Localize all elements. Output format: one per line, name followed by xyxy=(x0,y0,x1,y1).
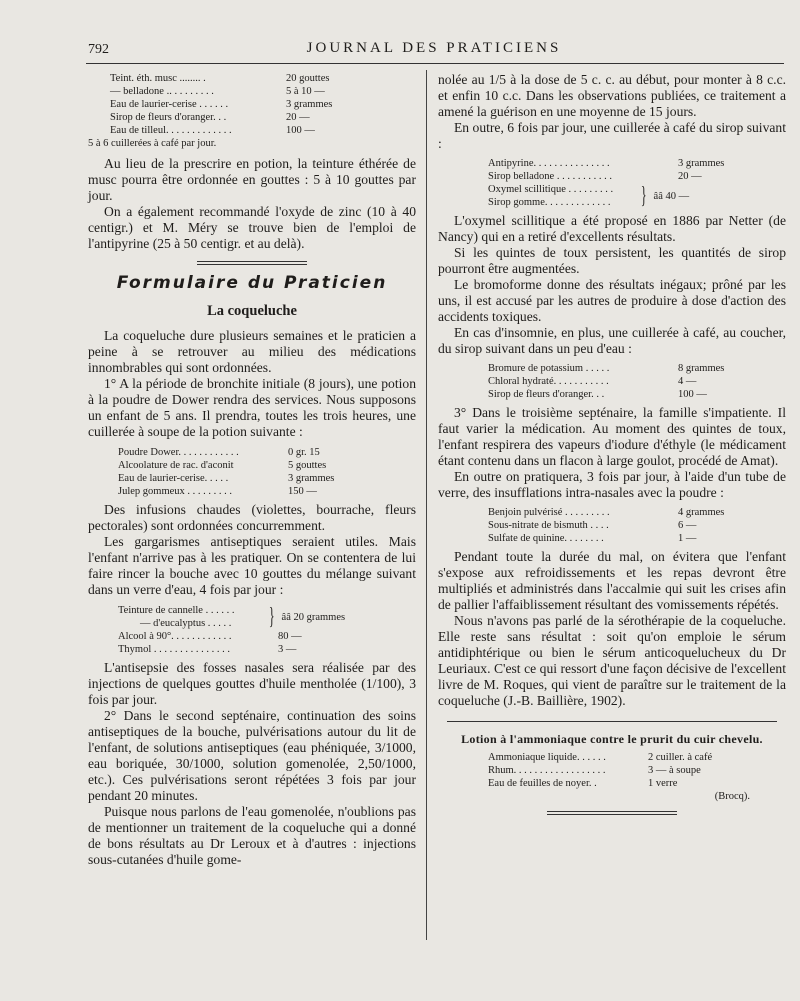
paragraph: Si les quintes de toux persistent, les quantités de sirop pourront être augmentées. xyxy=(438,245,786,276)
paragraph: Le bromoforme donne des résultats inégaux; prôné par les uns, il est accusé par les autres de produire à dose d'action des accidents toxiques. xyxy=(438,277,786,324)
prescription-poudre xyxy=(488,506,786,545)
rx-line: Sirop belladone . . . . . . . . . . . 20 — xyxy=(488,171,702,182)
rx-line: Eau de laurier-cerise. . . . . 3 grammes xyxy=(118,473,335,484)
paragraph: nolée au 1/5 à la dose de 5 c. c. au début, pour monter à 8 c.c. et enfin 10 c.c. Dans les observations publiées, ce traitement a amené la guérison en une moyenne de 15 jours. xyxy=(438,72,786,119)
rx-line: Julep gommeux . . . . . . . . . 150 — xyxy=(118,486,317,497)
rx-line: Alcool à 90°. . . . . . . . . . . . 80 — xyxy=(118,631,302,642)
paragraph: Les gargarismes antiseptiques seraient utiles. Mais l'enfant n'arrive pas à les pratiquer. On se contentera de lui faire rincer la bouche avec 10 gouttes du mélange suivant dans un verre d'eau, 4 fois par jour : xyxy=(88,534,416,597)
paragraph: On a également recommandé l'oxyde de zinc (10 à 40 centigr.) et M. Méry se trouve bien de l'emploi de l'antipyrine (25 à 50 centigr. et au delà). xyxy=(88,204,416,251)
lotion-author: (Brocq). xyxy=(714,791,750,802)
rx-line: — d'eucalyptus . . . . . xyxy=(140,618,232,629)
rx-line: Sirop de fleurs d'oranger. . . 100 — xyxy=(488,389,707,400)
rx-line: Poudre Dower. . . . . . . . . . . . 0 gr. 15 xyxy=(118,447,320,458)
rx-line: Thymol . . . . . . . . . . . . . . . 3 — xyxy=(118,644,297,655)
right-column xyxy=(438,72,786,815)
paragraph: 3° Dans le troisième septénaire, la famille s'impatiente. Il faut varier la médication. Au moment des quintes de toux, l'enfant respirera des vapeurs d'iodure d'éthyle (le médicament étant contenu dans un flacon à large goulot, procédé de Amat). xyxy=(438,405,786,468)
prescription-sirop xyxy=(488,157,786,209)
rx-line: Chloral hydraté. . . . . . . . . . . 4 — xyxy=(488,376,697,387)
page-header xyxy=(88,40,780,62)
rx-dosage-note: 5 à 6 cuillerées à café par jour. xyxy=(88,138,217,149)
rx-line: Rhum. . . . . . . . . . . . . . . . . . 3 — à soupe xyxy=(488,765,701,776)
paragraph: Au lieu de la prescrire en potion, la teinture éthérée de musc pourra être ordonnée en gouttes : 5 à 10 gouttes par jour. xyxy=(88,156,416,203)
ornament-rule xyxy=(197,261,307,265)
prescription-lotion xyxy=(488,751,786,790)
paragraph: Puisque nous parlons de l'eau gomenolée, n'oublions pas de mentionner un traitement de la coqueluche qui a donné de bons résultats au Dr Leroux et à d'autres : injections sous-cutanées d'huile gome- xyxy=(88,804,416,867)
article-title: La coqueluche xyxy=(207,303,297,319)
rx-line: Antipyrine. . . . . . . . . . . . . . . 3 grammes xyxy=(488,158,725,169)
paragraph: Nous n'avons pas parlé de la sérothérapie de la coqueluche. Elle reste sans résultat : soit qu'on emploie le sérum antidiphtérique ou bien le sérum anticoquelucheux du Dr Leuriaux. C'est ce qui ressort d'une façon décisive de l'excellent livre de M. Roques, qui vient de paraître sur le traitement de la coqueluche (J.-B. Baillière, 1902). xyxy=(438,613,786,708)
rx-line: Ammoniaque liquide. . . . . . 2 cuiller. à café xyxy=(488,752,713,763)
brace-glyph: } xyxy=(640,183,647,209)
rx-line: Eau de laurier-cerise . . . . . . 3 grammes xyxy=(110,99,333,110)
rx-brace-quantity: ââ 40 — xyxy=(653,190,690,202)
column-divider xyxy=(426,70,427,940)
rx-line: Bromure de potassium . . . . . 8 grammes xyxy=(488,363,725,374)
ornament-rule xyxy=(547,811,677,815)
paragraph: Des infusions chaudes (violettes, bourrache, fleurs pectorales) sont ordonnées concurremment. xyxy=(88,502,416,533)
prescription-musc xyxy=(88,72,416,150)
rx-line: Teint. éth. musc ........ . 20 gouttes xyxy=(110,73,330,84)
rx-line: Sirop gomme. . . . . . . . . . . . . xyxy=(488,197,611,208)
rx-brace-quantity: ââ 20 grammes xyxy=(281,611,346,623)
prescription-insomnie xyxy=(488,362,786,401)
rx-line: Alcoolature de rac. d'aconit 5 gouttes xyxy=(118,460,327,471)
rx-brace-group xyxy=(488,183,786,209)
brace-glyph: } xyxy=(268,604,275,630)
left-column xyxy=(88,72,416,868)
page-number: 792 xyxy=(88,42,109,57)
paragraph: La coqueluche dure plusieurs semaines et le praticien a peine à se retrouver au milieu des médications innombrables qui sont ordonnées. xyxy=(88,328,416,375)
rx-line: — belladone .. . . . . . . . . 5 à 10 — xyxy=(110,86,325,97)
header-rule xyxy=(86,63,784,64)
paragraph: Pendant toute la durée du mal, on évitera que l'enfant s'expose aux refroidissements et les repas devront être multipliés et administrés dans l'accalmie qui suit les crises afin de pallier l'affaiblissement résultant des vomissements répétés. xyxy=(438,549,786,612)
rx-line: Sirop de fleurs d'oranger. . . 20 — xyxy=(110,112,310,123)
rx-brace-group xyxy=(118,604,416,630)
prescription-gargarisme xyxy=(118,604,416,656)
rx-line: Sous-nitrate de bismuth . . . . 6 — xyxy=(488,520,697,531)
rx-line: Sulfate de quinine. . . . . . . . 1 — xyxy=(488,533,697,544)
paragraph: En outre on pratiquera, 3 fois par jour, à l'aide d'un tube de verre, des insufflations intra-nasales avec la poudre : xyxy=(438,469,786,500)
paragraph: L'oxymel scillitique a été proposé en 1886 par Netter (de Nancy) qui en a retiré d'excellents résultats. xyxy=(438,213,786,244)
journal-title: JOURNAL DES PRATICIENS xyxy=(306,40,562,56)
rx-line: Teinture de cannelle . . . . . . xyxy=(118,605,235,616)
section-rule xyxy=(447,721,777,722)
paragraph: En cas d'insomnie, en plus, une cuillerée à café, au coucher, du sirop suivant dans un peu d'eau : xyxy=(438,325,786,356)
paragraph: 1° A la période de bronchite initiale (8 jours), une potion à la poudre de Dower rendra des services. Nous supposons un enfant de 5 ans. Il prendra, toutes les trois heures, une cuillerée à soupe de la potion suivante : xyxy=(88,376,416,439)
paragraph: L'antisepsie des fosses nasales sera réalisée par des injections de quelques gouttes d'huile mentholée (1/100), 3 fois par jour. xyxy=(88,660,416,707)
rx-line: Eau de tilleul. . . . . . . . . . . . . 100 — xyxy=(110,125,315,136)
paragraph: En outre, 6 fois par jour, une cuillerée à café du sirop suivant : xyxy=(438,120,786,151)
lotion-title: Lotion à l'ammoniaque contre le prurit du cuir chevelu. xyxy=(461,732,763,746)
rx-line: Eau de feuilles de noyer. . 1 verre xyxy=(488,778,678,789)
rx-line: Benjoin pulvérisé . . . . . . . . . 4 grammes xyxy=(488,507,725,518)
prescription-dower xyxy=(118,446,416,498)
paragraph: 2° Dans le second septénaire, continuation des soins antiseptiques de la bouche, pulvérisations autour du lit de l'enfant, de solutions antiseptiques (eau phéniquée, 3/1000, eau boriquée, 30/1000, solution gomenolée, 2,50/1000, etc.). Ces pulvérisations seront répétées 3 fois par jour pendant 20 minutes. xyxy=(88,708,416,803)
rx-line: Oxymel scillitique . . . . . . . . . xyxy=(488,184,614,195)
section-title: Formulaire du Praticien xyxy=(116,273,388,293)
